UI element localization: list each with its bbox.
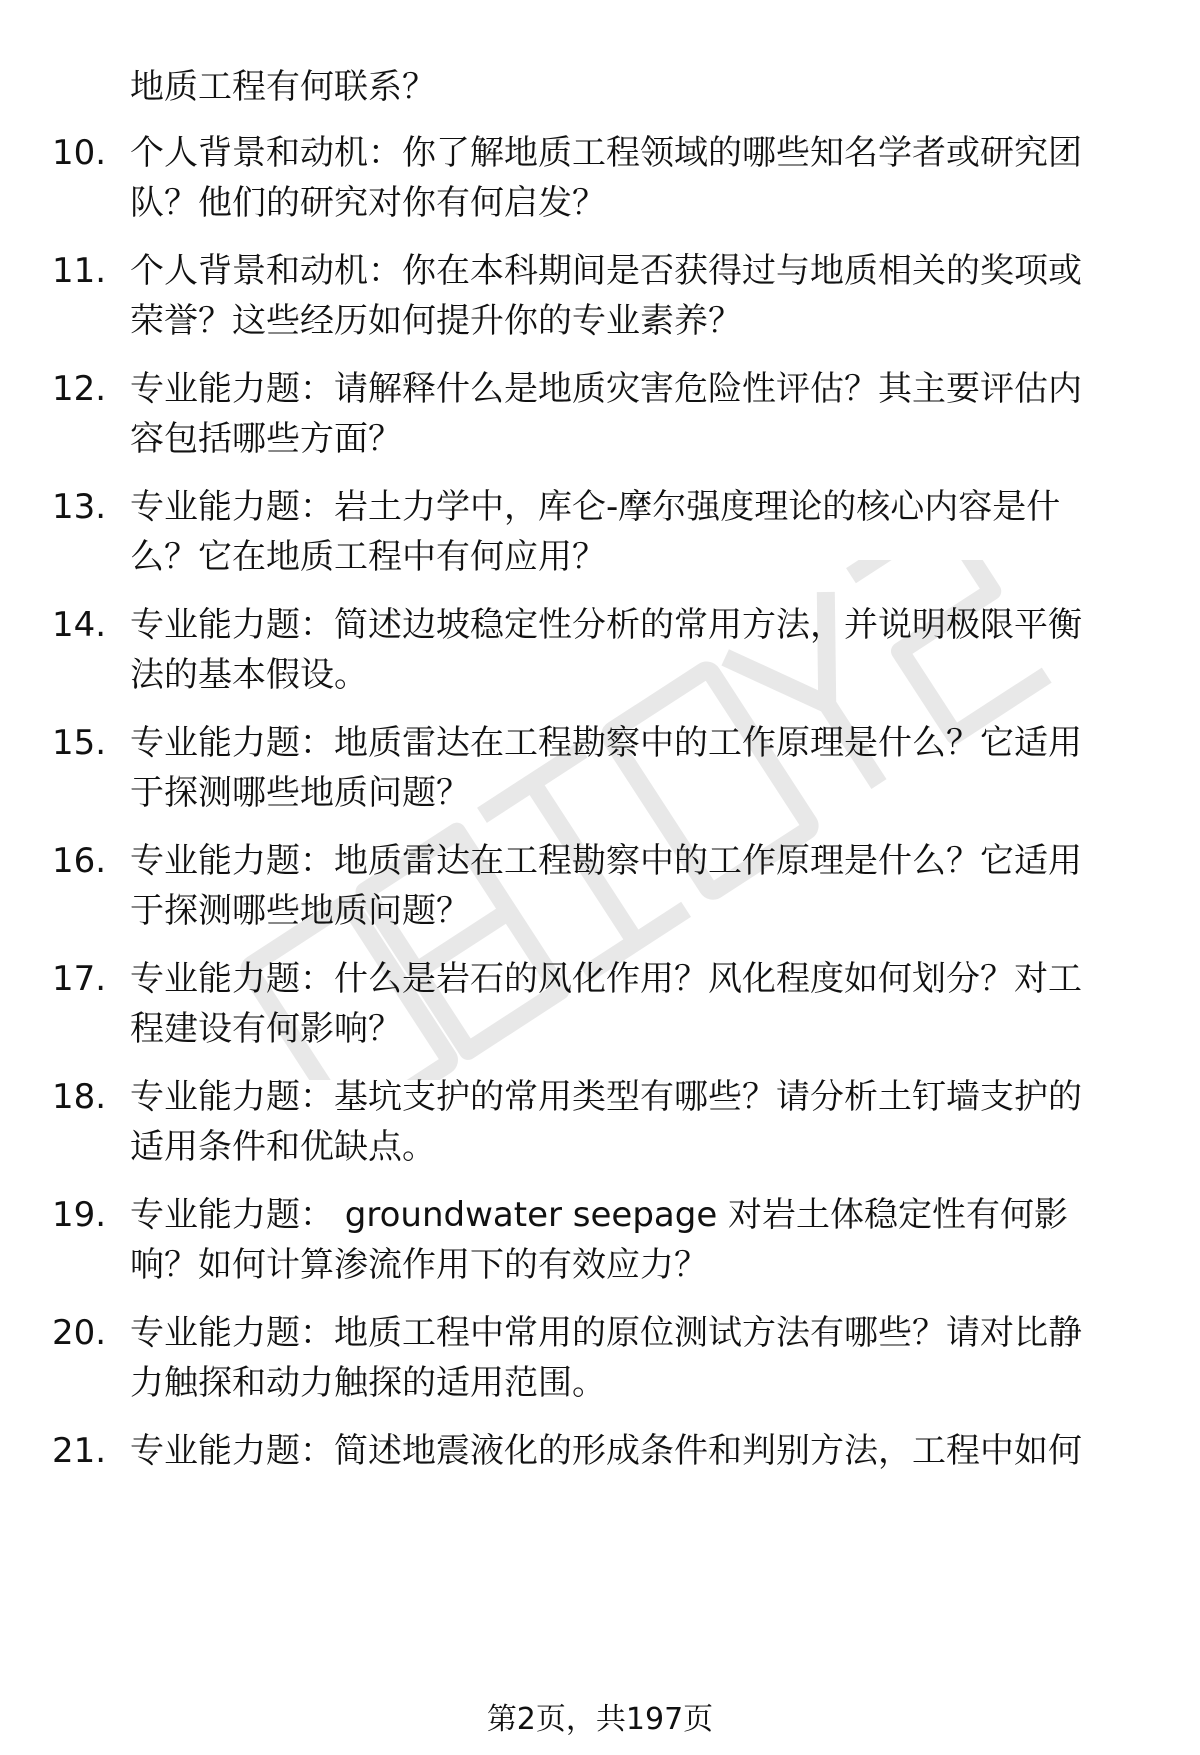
item-text-line: 专业能力题：请解释什么是地质灾害危险性评估？其主要评估内 <box>130 369 1082 409</box>
item-text-line: 专业能力题：地质雷达在工程勘察中的工作原理是什么？它适用 <box>130 723 1082 763</box>
item-text-line: 专业能力题：简述地震液化的形成条件和判别方法，工程中如何 <box>130 1431 1082 1471</box>
item-text <box>130 482 1140 582</box>
item-number: 16. <box>52 841 107 881</box>
item-text <box>130 836 1140 936</box>
item-number: 14. <box>52 605 107 645</box>
item-text <box>130 954 1140 1054</box>
item-number: 15. <box>52 723 107 763</box>
item-text <box>130 600 1140 700</box>
item-text-line: 法的基本假设。 <box>130 655 368 695</box>
item-number: 17. <box>52 959 107 999</box>
item-number: 11. <box>52 251 107 291</box>
item-text-line: 适用条件和优缺点。 <box>130 1127 436 1167</box>
item-number: 12. <box>52 369 107 409</box>
item-number: 18. <box>52 1077 107 1117</box>
item-text <box>130 364 1140 464</box>
item-text-line: 响？如何计算渗流作用下的有效应力？ <box>130 1245 708 1285</box>
item-text-line: 专业能力题：地质雷达在工程勘察中的工作原理是什么？它适用 <box>130 841 1082 881</box>
item-text-line: 专业能力题：岩土力学中，库仑-摩尔强度理论的核心内容是什 <box>130 487 1061 527</box>
item-text-line: 个人背景和动机：你了解地质工程领域的哪些知名学者或研究团 <box>130 133 1082 173</box>
item-text <box>130 1426 1140 1476</box>
item-text-line: 荣誉？这些经历如何提升你的专业素养？ <box>130 301 742 341</box>
item-text-line: 容包括哪些方面？ <box>130 419 402 459</box>
item-text <box>130 718 1140 818</box>
item-number: 21. <box>52 1431 107 1471</box>
item-text-line: 个人背景和动机：你在本科期间是否获得过与地质相关的奖项或 <box>130 251 1082 291</box>
item-text-line: 专业能力题：什么是岩石的风化作用？风化程度如何划分？对工 <box>130 959 1082 999</box>
item-text-line: 于探测哪些地质问题？ <box>130 891 470 931</box>
item-number: 20. <box>52 1313 107 1353</box>
item-text-line: 程建设有何影响？ <box>130 1009 402 1049</box>
item-text <box>130 1072 1140 1172</box>
item-text-line: 队？他们的研究对你有何启发？ <box>130 183 606 223</box>
item-number: 13. <box>52 487 107 527</box>
item-text <box>130 128 1140 228</box>
item-text-line: 专业能力题： groundwater seepage 对岩土体稳定性有何影 <box>130 1195 1069 1235</box>
item-number: 10. <box>52 133 107 173</box>
item-text-line: 力触探和动力触探的适用范围。 <box>130 1363 606 1403</box>
page-number: 第2页，共197页 <box>486 1702 714 1737</box>
continuation-text: 地质工程有何联系？ <box>130 67 436 107</box>
item-text-line: 么？它在地质工程中有何应用？ <box>130 537 606 577</box>
item-text <box>130 246 1140 346</box>
item-text-line: 专业能力题：简述边坡稳定性分析的常用方法，并说明极限平衡 <box>130 605 1082 645</box>
item-text-line: 专业能力题：地质工程中常用的原位测试方法有哪些？请对比静 <box>130 1313 1082 1353</box>
item-text-line: 于探测哪些地质问题？ <box>130 773 470 813</box>
item-number: 19. <box>52 1195 107 1235</box>
item-text <box>130 1308 1140 1408</box>
item-text-line: 专业能力题：基坑支护的常用类型有哪些？请分析土钉墙支护的 <box>130 1077 1082 1117</box>
item-text <box>130 1190 1140 1290</box>
